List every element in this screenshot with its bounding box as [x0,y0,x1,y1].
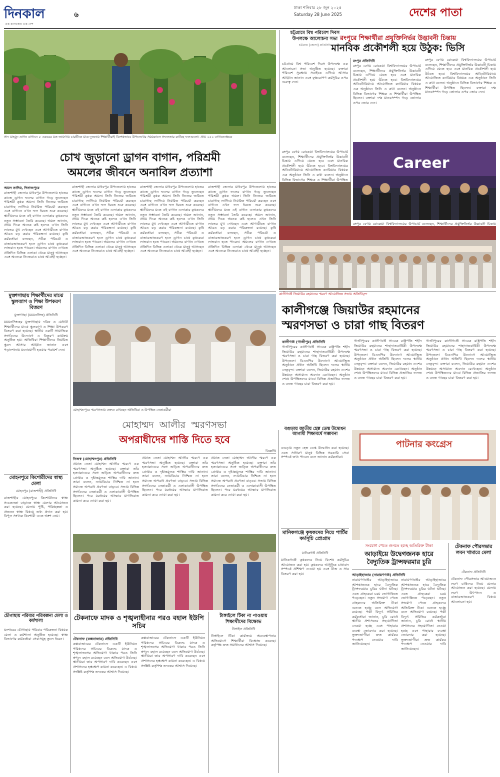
mohammad-reporter: বিজ্ঞপ্তি [265,449,276,453]
rangpur-photo [353,142,496,220]
chougacha-body: যশোরের চৌগাছায় পরিবার পরিকল্পনা বিষয়ক মেলা ও কর্মশালা অনুষ্ঠিত হয়েছে। স্বাস্থ্য বিভাগের কর্মকর্তারা সেবাসমূহ তুলে ধরেন। [4,628,68,642]
manikganj-dateline: মানিকগঞ্জ প্রতিনিধি [301,551,329,555]
students-group-photo [73,534,276,610]
teknaf-salt-headline: টেকনাফ পৌরসভার লবন খামারে মেলা [454,545,493,556]
mohonpur-dateline: মোহনপুর (রাজশাহী) প্রতিনিধি [15,489,57,493]
col-divider-mid [278,430,279,773]
technaf-dateline: টেকনাফ (কক্সবাজার) প্রতিনিধি [73,637,118,641]
env-day-dateline: চট্টগ্রাম (জেলা) প্রতিনিধি [299,43,331,48]
kaliganj-crowd-photo [279,226,496,288]
masthead-tagline: এক কাগজের এক দেশ [5,22,34,26]
kaliganj-dateline: কালীগঞ্জ (গাজীপুর) প্রতিনিধি [282,340,326,344]
manikganj-body: মানিকগঞ্জে কৃষকদের নিয়ে বিশেষ কর্মসূচির আয়োজন করা হয়। কৃষকদের আধুনিক চাষাবাদ সম্পর্কে প্রশিক্ষণ দেওয়া হয় এবং বীজ ও সার বিতরণ করা হয়। [281,558,349,576]
kaliganj-body-col-3: গাজীপুরের কালীগঞ্জে সাবেক রাষ্ট্রপতি শহীদ জিয়াউর রহমানের শাহাদাতবার্ষিকী উপলক্ষে স্মরণসভা ও চারা গাছ বিতরণ করা হয়েছে। উপজেলা বিএনপির উদ্যোগে আয়োজিত অনুষ্ঠানে প্রধান অতিথি ছিলেন দলের স্থানীয় নেতৃবৃন্দ। বক্তারা বলেন, জিয়াউর রহমান দেশের উন্নয়নে অসামান্য অবদান রেখেছেন। অনুষ্ঠান শেষে উপস্থিতদের মাঝে বিভিন্ন প্রজাতির ফলজ ও বনজ গাছের চারা বিতরণ করা হয়। [426,339,496,380]
env-day-body-2: রংপুর বেগম রোকেয়া বিশ্ববিদ্যালয়ের উপাচার্য বলেছেন, শিক্ষার্থীদের প্রযুক্তিনির্ভর উদ্ভাবনী চিন্তায় এগিয়ে যেতে হবে এবং মানবিক প্রকৌশলী হয়ে উঠতে হবে। বিশ্ববিদ্যালয়ের অডিটোরিয়ামে আয়োজিত ক্যারিয়ার বিষয়ক এক অনুষ্ঠানে তিনি এ কথা বলেন। অনুষ্ঠানে বিভিন্ন বিভাগের শিক্ষক ও শিক্ষার্থীরা উপস্থিত [282,150,348,182]
electric-headline-3: বৈদ্যুতিক ট্রান্সফরমার চুরি [366,558,432,566]
mohammad-body-col-3: প্রয়াত নেতা মোহাম্মদ আলীর স্মরণে এক স্মরণসভা অনুষ্ঠিত হয়েছে। বক্তারা তাঁর হত্যাকাণ্ডের সঙ্গে জড়িত অপরাধীদের দ্রুত গ্রেপ্তার ও দৃষ্টান্তমূলক শাস্তির দাবি জানান। তারা বলেন, ন্যায়বিচার নিশ্চিত না হলে সমাজে অপরাধ প্রবণতা বাড়বে। সভায় বিভিন্ন সংগঠনের নেতাকর্মী ও এলাকাবাসী উপস্থিত ছিলেন। পরে মরহুমের আত্মার মাগফিরাত কামনা করে দোয়া করা হয়। [211,456,276,497]
tangail-dateline: টাঙ্গাইল প্রতিনিধি [231,627,256,631]
mohonpur-headline: মোহনপুরে কিশোরীদের স্বাস্থ্য মেলা [9,476,63,487]
manikganj-headline: মানিকগঞ্জে কৃষকদের নিয়ে পার্টির কর্মসূচি প্রোগ্রাম [282,530,348,543]
mohammad-dateline: নিজস্ব (মোহাম্মদপুর) প্রতিনিধি [73,457,117,461]
dragon-body-col-3: রাজশাহী জেলার মাধবপুর উপজেলায় হাতের কাজে ড্রাগন ফলের বাগান গড়ে তুলেছেন পরিশ্রমী কৃষক অমল। তিনি নিজের জমিতে চারাগাছ লাগিয়ে নিয়মিত পরিচর্যা করছেন এবং বাগানে এখন ফল ধরতে শুরু করেছে। স্থানীয়দের মতে এই বাগান এলাকার কৃষকদের নতুন সম্ভাবনা তৈরি করেছে। অমল জানান, প্রথম দিকে অনেক কষ্ট হলেও এখন তিনি লাভের মুখ দেখছেন এবং আগামীতে বাগান আরও বড় করার পরিকল্পনা রয়েছে। কৃষি কর্মকর্তারা বলছেন, সঠিক পরিচর্যা ও বাজারজাতকরণ হলে ড্রাগন চাষে কৃষকেরা লাভবান হতে পারেন। অমলের বাগান দেখতে প্রতিদিন বিভিন্ন এলাকা থেকে মানুষ আসছেন এবং অনেকে নিজেরাও চাষে আগ্রহী হচ্ছেন। [140,185,204,254]
mohonpur-body: রাজশাহীর মোহনপুরে কিশোরীদের স্বাস্থ্য সচেতনতা বাড়াতে স্বাস্থ্য মেলার আয়োজন করা হয়েছে। মেলায় পুষ্টি, পরিচ্ছন্নতা ও প্রজনন স্বাস্থ্য বিষয়ে তথ্য প্রদান করা হয়। বিপুল সংখ্যক কিশোরী এতে অংশ নেয়। [4,496,68,519]
date-en: Saturday 28 June 2025 [294,12,342,17]
mohammad-photo-caption: মোহাম্মদপুরে স্মরণসভায় বক্তব্য রাখছেন অতিথিরা ও উপস্থিত নেতাকর্মীরা [73,408,172,412]
masthead-logo: দিনকাল [4,7,45,22]
mid-rule-1 [281,528,349,529]
electric-head-rule [352,569,446,570]
env-day-headline: চট্টগ্রামে বিশ্ব পরিবেশ দিবস উপলক্ষে আলোচনা সভা [290,31,340,42]
mohammad-headline-1: মোহাম্মদ আলীর স্মরণসভা [122,420,227,431]
electric-body-col-1: নারায়ণগঞ্জের আড়াইহাজারে আশঙ্কাজনক হারে বৈদ্যুতিক ট্রান্সফরমার চুরির ঘটনা ঘটছে। এতে গ্রাহকেরা চরম ভোগান্তিতে পড়েছেন। নতুন সংযোগ পেতে গ্রাহকদের অতিরিক্ত টাকা গুনতে হচ্ছে বলে অভিযোগ রয়েছে। পল্লী বিদ্যুৎ সমিতির কর্মকর্তারা জানান, চুরি রোধে স্থানীয় প্রশাসনের সহযোগিতা নেওয়া হচ্ছে এবং পাহারার ব্যবস্থা জোরদার করা হয়েছে। ভুক্তভোগীরা দ্রুত কার্যকর পদক্ষেপ নেওয়ার দাবি জানিয়েছেন। [352,578,398,647]
rangpur-headline: মানবিক প্রকৌশলী হয়ে উঠুক: ভিসি [331,43,465,54]
mohammad-head-rule [73,453,276,454]
dragon-bottom-rule [4,291,276,292]
patna-banner-sign: পাটনার কংগ্রেস [395,440,453,450]
dragon-body-col-2: রাজশাহী জেলার মাধবপুর উপজেলায় হাতের কাজে ড্রাগন ফলের বাগান গড়ে তুলেছেন পরিশ্রমী কৃষক অমল। তিনি নিজের জমিতে চারাগাছ লাগিয়ে নিয়মিত পরিচর্যা করছেন এবং বাগানে এখন ফল ধরতে শুরু করেছে। স্থানীয়দের মতে এই বাগান এলাকার কৃষকদের নতুন সম্ভাবনা তৈরি করেছে। অমল জানান, প্রথম দিকে অনেক কষ্ট হলেও এখন তিনি লাভের মুখ দেখছেন এবং আগামীতে বাগান আরও বড় করার পরিকল্পনা রয়েছে। কৃষি কর্মকর্তারা বলছেন, সঠিক পরিচর্যা ও বাজারজাতকরণ হলে ড্রাগন চাষে কৃষকেরা লাভবান হতে পারেন। অমলের বাগান দেখতে প্রতিদিন বিভিন্ন এলাকা থেকে মানুষ আসছেন এবং অনেকে নিজেরাও চাষে আগ্রহী হচ্ছেন। [72,185,136,254]
kaliganj-headline-2: স্মরণসভা ও চারা গাছ বিতরণ [282,318,425,332]
muktagacha-headline: মুক্তাগাছায় শিক্ষার্থীদের মাঝে স্কুলব্যাগ ও শিক্ষা উপকরণ বিতরণ [8,294,64,311]
masthead [4,3,496,31]
masthead-rule [4,28,496,29]
bogura-body: বগুড়ায় নতুন হেল্প ডেস্ক উদ্বোধন করা হয়েছে। এতে সাধারণ মানুষ বিভিন্ন সরকারি সেবা সম্পর্কে তথ্য পাবেন বলে জানান কর্মকর্তারা। [281,446,349,460]
dragon-rule [4,182,276,183]
kaliganj-body-col-2: গাজীপুরের কালীগঞ্জে সাবেক রাষ্ট্রপতি শহীদ জিয়াউর রহমানের শাহাদাতবার্ষিকী উপলক্ষে স্মরণসভা ও চারা গাছ বিতরণ করা হয়েছে। উপজেলা বিএনপির উদ্যোগে আয়োজিত অনুষ্ঠানে প্রধান অতিথি ছিলেন দলের স্থানীয় নেতৃবৃন্দ। বক্তারা বলেন, জিয়াউর রহমান দেশের উন্নয়নে অসামান্য অবদান রেখেছেন। অনুষ্ঠান শেষে উপস্থিতদের মাঝে বিভিন্ন প্রজাতির ফলজ ও বনজ গাছের চারা বিতরণ করা হয়। [354,339,422,380]
rangpur-body-col-3: রংপুর বেগম রোকেয়া বিশ্ববিদ্যালয়ের উপাচার্য বলেছেন, শিক্ষার্থীদের প্রযুক্তিনির্ভর উদ্ভাবনী চিন্তায় [353,222,496,226]
muktagacha-body: ময়মনসিংহের মুক্তাগাছায় দরিদ্র ও মেধাবী শিক্ষার্থীদের মাঝে স্কুলব্যাগ ও শিক্ষা উপকরণ বিতরণ করা হয়েছে। স্থানীয় একটি সামাজিক সংগঠনের উদ্যোগে এ বিতরণ কার্যক্রম অনুষ্ঠিত হয়। অতিথিরা শিক্ষার্থীদের নিয়মিত স্কুলে আসার আহ্বান জানান এবং পড়াশোনায় মনোযোগী হওয়ার পরামর্শ দেন। [4,320,68,352]
date-bn: ঢাকা শনিবার ২৮ জুন ২০২৫ [294,5,342,10]
svg-text:Career: Career [393,154,450,172]
mohammad-body-col-1: প্রয়াত নেতা মোহাম্মদ আলীর স্মরণে এক স্মরণসভা অনুষ্ঠিত হয়েছে। বক্তারা তাঁর হত্যাকাণ্ডের সঙ্গে জড়িত অপরাধীদের দ্রুত গ্রেপ্তার ও দৃষ্টান্তমূলক শাস্তির দাবি জানান। তারা বলেন, ন্যায়বিচার নিশ্চিত না হলে সমাজে অপরাধ প্রবণতা বাড়বে। সভায় বিভিন্ন সংগঠনের নেতাকর্মী ও এলাকাবাসী উপস্থিত ছিলেন। পরে মরহুমের আত্মার মাগফিরাত কামনা করে দোয়া করা হয়। [73,462,139,503]
electric-kicker: সংযোগ পেতে গুনতে হচ্ছে অতিরিক্ত টাকা [365,543,433,548]
bogura-headline: বগুড়ায় জাতীয় হেল্প ডেস্ক উদ্বোধন আগামী শিক্ষাবর্ষে সম্ভাবনা [284,427,346,438]
chougacha-headline: চৌগাছায় পরিবার পরিকল্পনা মেলা ও কর্মশালা [4,614,68,625]
section-title: দেশের পাতা [409,6,463,19]
dragon-headline-2: অমলের জীবনে অনাবিল প্রত্যাশা [67,166,213,179]
tangail-headline: টাঙ্গাইলে টিকা না পাওয়ায় শিক্ষার্থীদের বিক্ষোভ [219,614,268,625]
kaliganj-head-rule [279,336,496,337]
muktagacha-dateline: মুক্তাগাছা (ময়মনসিংহ) প্রতিনিধি [14,313,58,317]
dragon-headline-1: চোখ জুড়ানো ড্রাগন বাগান, পরিশ্রমী [59,151,221,164]
teknaf-salt-body: টেকনাফ পৌরসভার আয়োজনে লবণ চাষিদের নিয়ে মেলার আয়োজন করা হয়েছে। মেলায় লবণ উৎপাদন ও বাজারজাতকরণ বিষয়ে আলোচনা হয়। [451,577,496,604]
electric-body-col-2: নারায়ণগঞ্জের আড়াইহাজারে আশঙ্কাজনক হারে বৈদ্যুতিক ট্রান্সফরমার চুরির ঘটনা ঘটছে। এতে গ্রাহকেরা চরম ভোগান্তিতে পড়েছেন। নতুন সংযোগ পেতে গ্রাহকদের অতিরিক্ত টাকা গুনতে হচ্ছে বলে অভিযোগ রয়েছে। পল্লী বিদ্যুৎ সমিতির কর্মকর্তারা জানান, চুরি রোধে স্থানীয় প্রশাসনের সহযোগিতা নেওয়া হচ্ছে এবং পাহারার ব্যবস্থা জোরদার করা হয়েছে। ভুক্তভোগীরা দ্রুত কার্যকর পদক্ষেপ নেওয়ার দাবি জানিয়েছেন। [401,578,446,651]
technaf-headline: টেকনাফে মাদক ও শৃঙ্খলাহীনার পরও বহাল ইউপি সচিব [73,614,205,630]
dragon-body-col-1: রাজশাহী জেলার মাধবপুর উপজেলায় হাতের কাজে ড্রাগন ফলের বাগান গড়ে তুলেছেন পরিশ্রমী কৃষক অমল। তিনি নিজের জমিতে চারাগাছ লাগিয়ে নিয়মিত পরিচর্যা করছেন এবং বাগানে এখন ফল ধরতে শুরু করেছে। স্থানীয়দের মতে এই বাগান এলাকার কৃষকদের নতুন সম্ভাবনা তৈরি করেছে। অমল জানান, প্রথম দিকে অনেক কষ্ট হলেও এখন তিনি লাভের মুখ দেখছেন এবং আগামীতে বাগান আরও বড় করার পরিকল্পনা রয়েছে। কৃষি কর্মকর্তারা বলছেন, সঠিক পরিচর্যা ও বাজারজাতকরণ হলে ড্রাগন চাষে কৃষকেরা লাভবান হতে পারেন। অমলের বাগান দেখতে প্রতিদিন বিভিন্ন এলাকা থেকে মানুষ আসছেন এবং অনেকে নিজেরাও চাষে আগ্রহী হচ্ছেন। [4,191,68,260]
rangpur-dateline: রংপুর প্রতিনিধি [353,59,375,63]
dragon-byline: অমল তাদিম, দিনাজপুরে [4,186,40,190]
technaf-body-col-2: কক্সবাজারের টেকনাফে একটি ইউনিয়ন পরিষদের সচিবের বিরুদ্ধে মাদক ও শৃঙ্খলাভঙ্গের অভিযোগ থাকার পরও তিনি স্বপদে বহাল রয়েছেন বলে অভিযোগ উঠেছে। স্থানীয়রা তার অপসারণ দাবি করেছেন এবং প্রশাসনের হস্তক্ষেপ কামনা করেছেন। এ বিষয়ে সংশ্লিষ্ট কর্তৃপক্ষ তদন্তের আশ্বাস দিয়েছে। [141,636,205,668]
mohammad-body-col-2: প্রয়াত নেতা মোহাম্মদ আলীর স্মরণে এক স্মরণসভা অনুষ্ঠিত হয়েছে। বক্তারা তাঁর হত্যাকাণ্ডের সঙ্গে জড়িত অপরাধীদের দ্রুত গ্রেপ্তার ও দৃষ্টান্তমূলক শাস্তির দাবি জানান। তারা বলেন, ন্যায়বিচার নিশ্চিত না হলে সমাজে অপরাধ প্রবণতা বাড়বে। সভায় বিভিন্ন সংগঠনের নেতাকর্মী ও এলাকাবাসী উপস্থিত ছিলেন। পরে মরহুমের আত্মার মাগফিরাত কামনা করে দোয়া করা হয়। [142,456,208,497]
page-number: ৬ [74,11,79,19]
rangpur-body-col-1: রংপুর বেগম রোকেয়া বিশ্ববিদ্যালয়ের উপাচার্য বলেছেন, শিক্ষার্থীদের প্রযুক্তিনির্ভর উদ্ভাবনী চিন্তায় এগিয়ে যেতে হবে এবং মানবিক প্রকৌশলী হয়ে উঠতে হবে। বিশ্ববিদ্যালয়ের অডিটোরিয়ামে আয়োজিত ক্যারিয়ার বিষয়ক এক অনুষ্ঠানে তিনি এ কথা বলেন। অনুষ্ঠানে বিভিন্ন বিভাগের শিক্ষক ও শিক্ষার্থীরা উপস্থিত ছিলেন। বক্তারা দক্ষ মানবসম্পদ গড়ে তোলার ওপর জোর দেন। [353,64,421,105]
dragon-body-col-4: রাজশাহী জেলার মাধবপুর উপজেলায় হাতের কাজে ড্রাগন ফলের বাগান গড়ে তুলেছেন পরিশ্রমী কৃষক অমল। তিনি নিজের জমিতে চারাগাছ লাগিয়ে নিয়মিত পরিচর্যা করছেন এবং বাগানে এখন ফল ধরতে শুরু করেছে। স্থানীয়দের মতে এই বাগান এলাকার কৃষকদের নতুন সম্ভাবনা তৈরি করেছে। অমল জানান, প্রথম দিকে অনেক কষ্ট হলেও এখন তিনি লাভের মুখ দেখছেন এবং আগামীতে বাগান আরও বড় করার পরিকল্পনা রয়েছে। কৃষি কর্মকর্তারা বলছেন, সঠিক পরিচর্যা ও বাজারজাতকরণ হলে ড্রাগন চাষে কৃষকেরা লাভবান হতে পারেন। অমলের বাগান দেখতে প্রতিদিন বিভিন্ন এলাকা থেকে মানুষ আসছেন এবং অনেকে নিজেরাও চাষে আগ্রহী হচ্ছেন। [208,185,276,254]
dragon-garden-photo [4,30,276,134]
technaf-body-col-1: কক্সবাজারের টেকনাফে একটি ইউনিয়ন পরিষদের সচিবের বিরুদ্ধে মাদক ও শৃঙ্খলাভঙ্গের অভিযোগ থাকার পরও তিনি স্বপদে বহাল রয়েছেন বলে অভিযোগ উঠেছে। স্থানীয়রা তার অপসারণ দাবি করেছেন এবং প্রশাসনের হস্তক্ষেপ কামনা করেছেন। এ বিষয়ে সংশ্লিষ্ট কর্তৃপক্ষ তদন্তের আশ্বাস দিয়েছে। [73,642,137,674]
electric-headline-2: আড়াইয়ে উদ্বেগজনক হারে [364,550,434,558]
col-divider-right [448,543,449,773]
technaf-head-rule [73,633,205,634]
electric-dateline: আড়াইহাজার (নারায়ণগঞ্জ) প্রতিনিধি [352,573,406,577]
left-rule-2 [4,612,68,613]
rangpur-kicker: রংপুরে শিক্ষার্থীরা প্রযুক্তিনির্ভর উদ্ভাবনী চিন্তায় [339,34,456,42]
col-divider-left [70,293,71,773]
rangpur-body-col-2: রংপুর বেগম রোকেয়া বিশ্ববিদ্যালয়ের উপাচার্য বলেছেন, শিক্ষার্থীদের প্রযুক্তিনির্ভর উদ্ভাবনী চিন্তায় এগিয়ে যেতে হবে এবং মানবিক প্রকৌশলী হয়ে উঠতে হবে। বিশ্ববিদ্যালয়ের অডিটোরিয়ামে আয়োজিত ক্যারিয়ার বিষয়ক এক অনুষ্ঠানে তিনি এ কথা বলেন। অনুষ্ঠানে বিভিন্ন বিভাগের শিক্ষক ও শিক্ষার্থীরা উপস্থিত ছিলেন। বক্তারা দক্ষ মানবসম্পদ গড়ে তোলার ওপর জোর দেন। [425,58,496,95]
kaliganj-body-col-1: গাজীপুরের কালীগঞ্জে সাবেক রাষ্ট্রপতি শহীদ জিয়াউর রহমানের শাহাদাতবার্ষিকী উপলক্ষে স্মরণসভা ও চারা গাছ বিতরণ করা হয়েছে। উপজেলা বিএনপির উদ্যোগে আয়োজিত অনুষ্ঠানে প্রধান অতিথি ছিলেন দলের স্থানীয় নেতৃবৃন্দ। বক্তারা বলেন, জিয়াউর রহমান দেশের উন্নয়নে অসামান্য অবদান রেখেছেন। অনুষ্ঠান শেষে উপস্থিতদের মাঝে বিভিন্ন প্রজাতির ফলজ ও বনজ গাছের চারা বিতরণ করা হয়। [282,345,350,386]
env-day-body: চট্টগ্রামে বিশ্ব পরিবেশ দিবস উপলক্ষে এক আলোচনা সভা অনুষ্ঠিত হয়েছে। বক্তারা পরিবেশ সুরক্ষায় সবাইকে এগিয়ে আসার আহ্বান জানান এবং বৃক্ষরোপণ কর্মসূচির ওপর গুরুত্ব দেন। [282,62,348,85]
teknaf-salt-dateline: টেকনাফ প্রতিনিধি [461,570,486,574]
tangail-body: টাঙ্গাইলে টিকা কার্যক্রমে অব্যবস্থাপনার অভিযোগে শিক্ষার্থীরা বিক্ষোভ করেছে। কর্তৃপক্ষ দ্রুত সমাধানের আশ্বাস দিয়েছে। [211,634,276,648]
left-rule-1 [4,474,68,475]
dragon-photo-caption: সাদ মাহমুদ দ্রাগন বাগানে ৫ একরের মত জায়গায় চারটিতে মাত্র দুজনায় শিক্ষার্থীরাই বিশেষভাবে উপলেখের সময়কালে সফলতার কাটছে ফলগুলো। প্রায় ২৫২ বাগানেক্ষেত্রে [4,135,233,139]
col-divider-tangail [208,612,209,773]
kaliganj-headline-1: কালীগঞ্জে জিয়াউর রহমানের [282,303,420,317]
mohammad-ali-photo [73,294,276,406]
mohammad-headline-2: অপরাধীদের শাস্তি দিতে হবে [119,435,230,446]
kaliganj-photo-caption: কালীগঞ্জে জিয়াউর রহমানের স্মরণে আয়োজিত সভায় অতিথিবৃন্দ [279,292,368,296]
